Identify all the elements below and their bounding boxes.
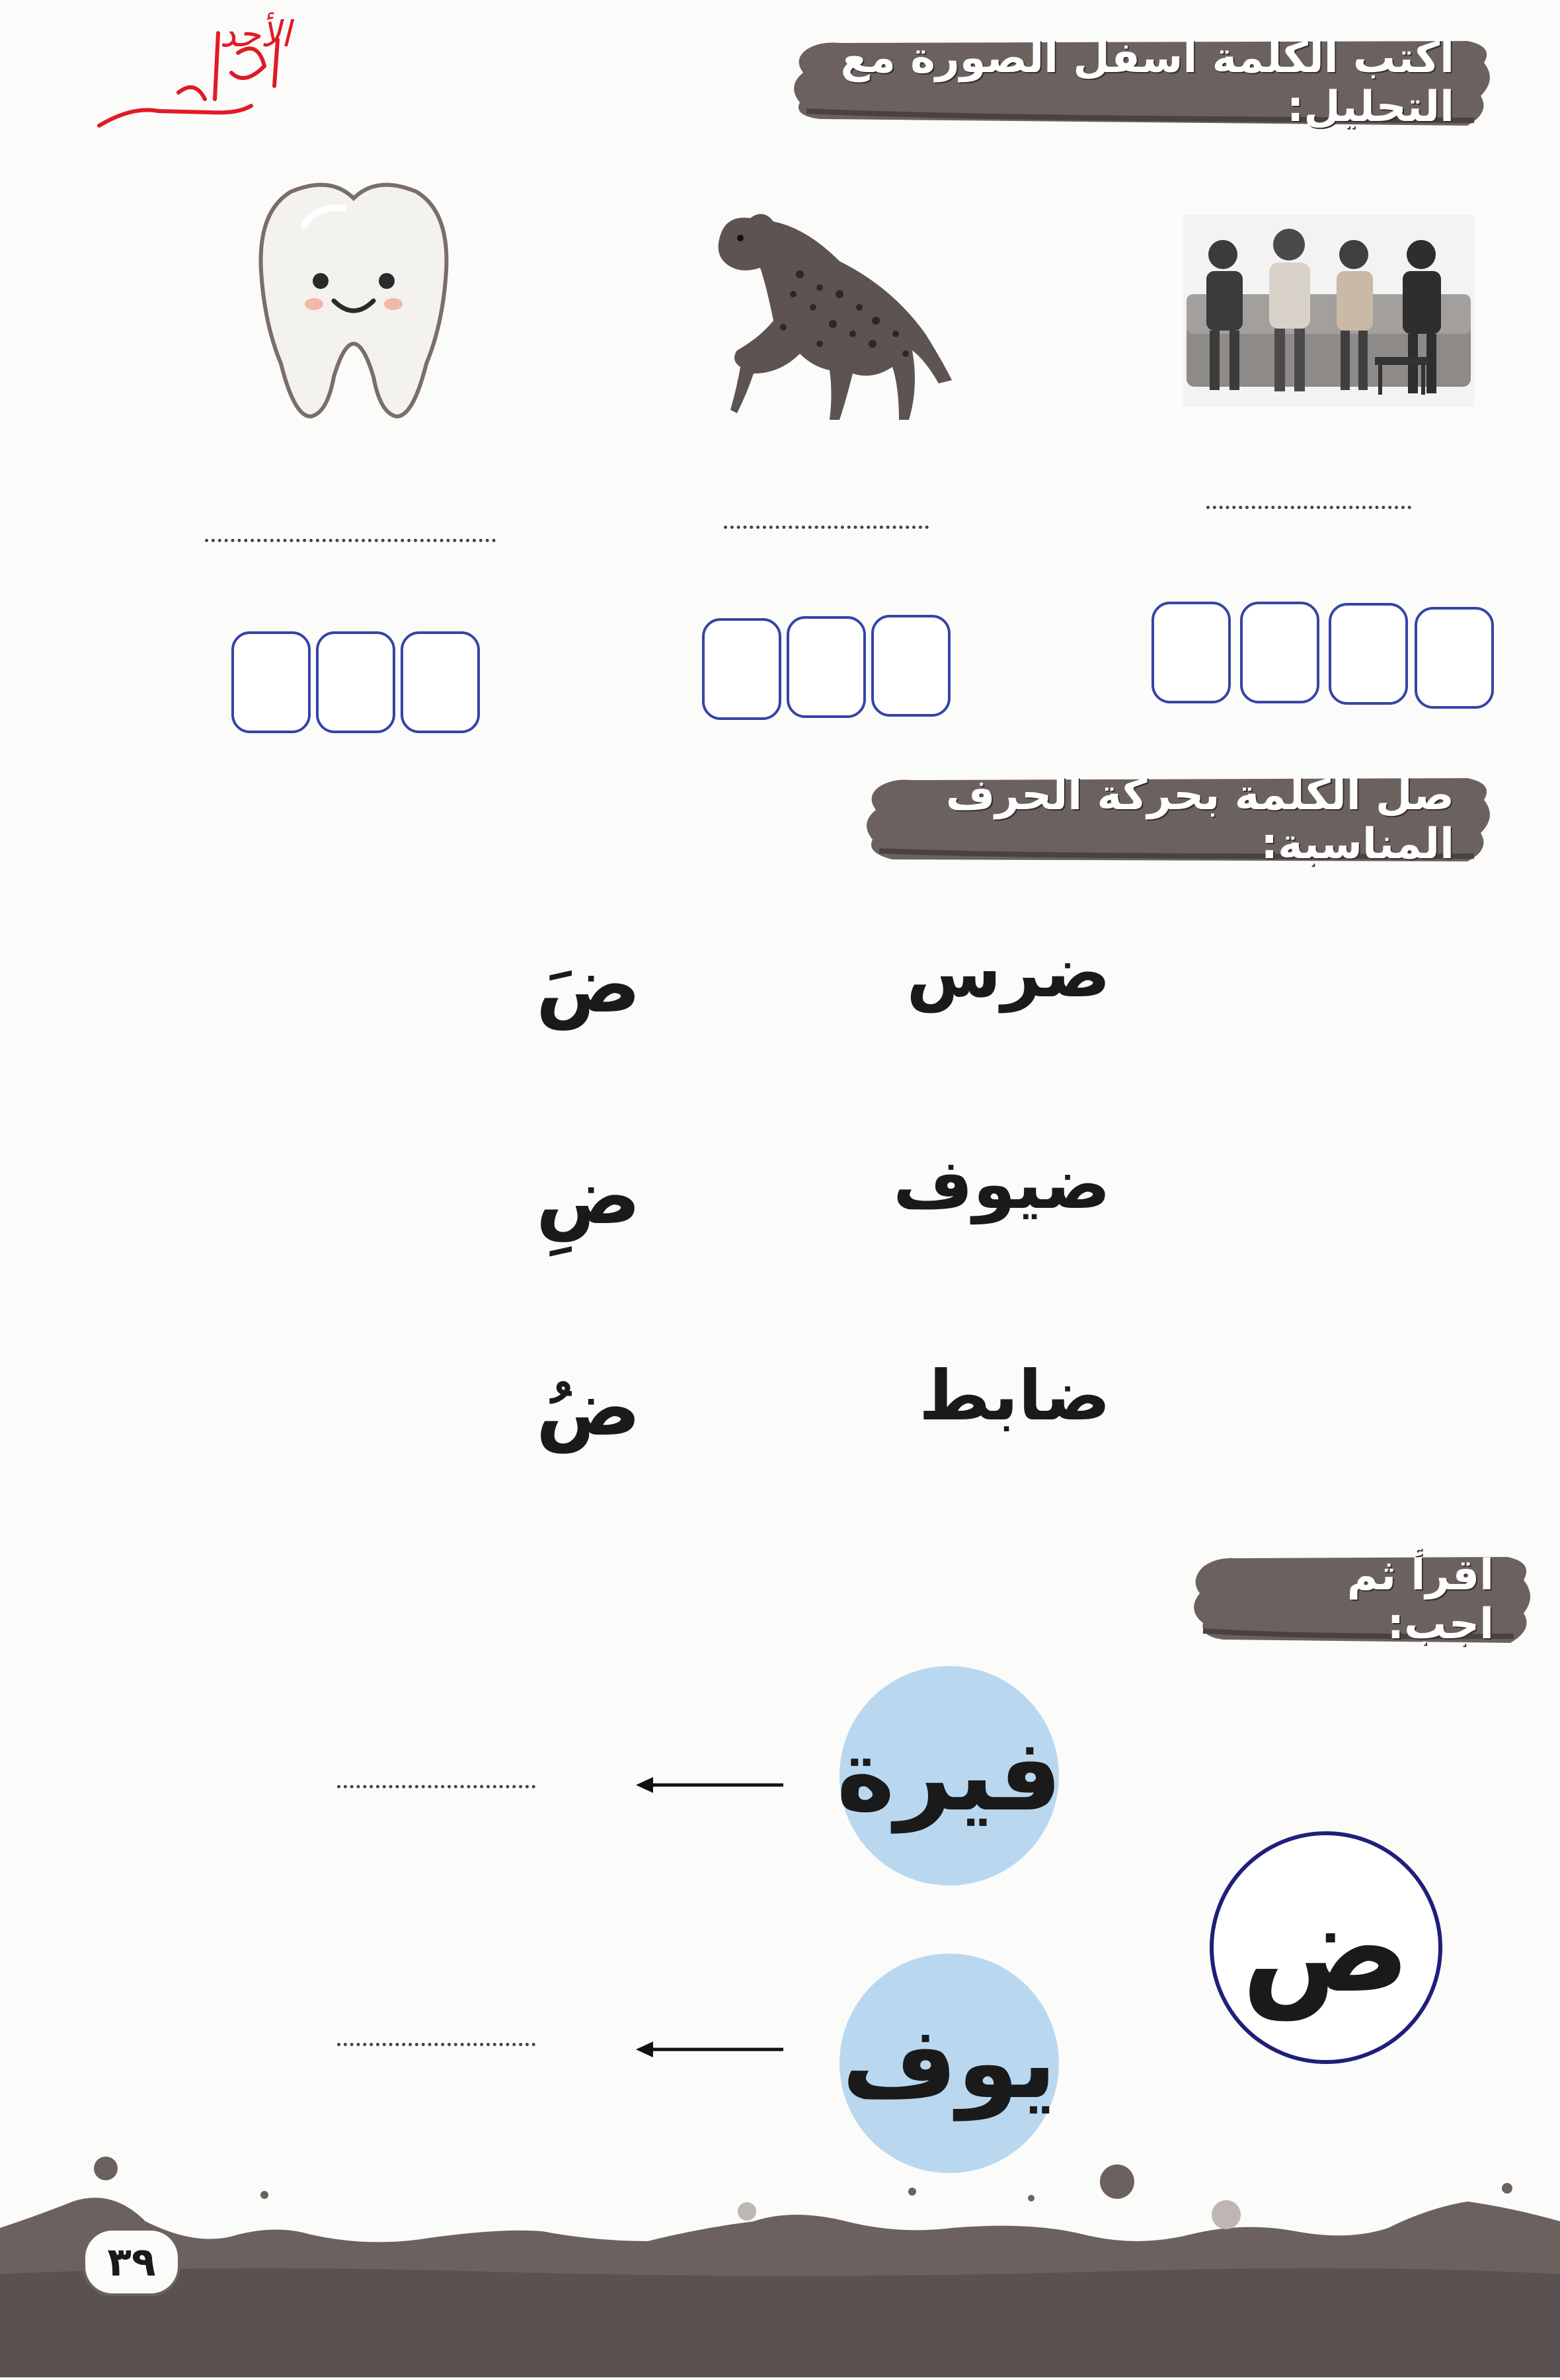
letter-circle [1210, 1831, 1442, 2064]
hyena-icon [701, 202, 958, 436]
tooth-letter-box[interactable] [401, 631, 480, 733]
section2-banner [853, 770, 1501, 869]
hyena-picture [701, 202, 958, 436]
guests-picture [1183, 215, 1474, 407]
guests-letter-box[interactable] [1415, 607, 1494, 709]
answer-line-guests[interactable] [1206, 506, 1411, 509]
main-letter: ض [1241, 1874, 1411, 2020]
fragment-bubble: فيرة [839, 1666, 1059, 1885]
match-word[interactable]: ضابط [919, 1355, 1111, 1436]
people-on-couch-icon [1183, 215, 1474, 407]
answer-line-tooth[interactable] [205, 539, 496, 542]
arrow-left-icon [635, 1775, 787, 1798]
section1-banner [780, 33, 1501, 132]
section2-title: صل الكلمة بحركة الحرف المناسبة: [945, 771, 1454, 869]
answer-line-hyena[interactable] [724, 526, 929, 529]
match-letter[interactable]: ضِ [535, 1150, 641, 1242]
section1-title: اكتب الكلمة اسفل الصورة مع التحليل: [840, 34, 1454, 132]
handwritten-note-text: الأحد [219, 13, 291, 55]
guests-letter-box[interactable] [1329, 603, 1408, 705]
guests-letter-box[interactable] [1240, 602, 1319, 703]
answer-line-word2[interactable] [337, 2043, 535, 2046]
hyena-letter-box[interactable] [702, 618, 781, 720]
match-letter[interactable]: ضَ [535, 939, 641, 1030]
page-number: ٣٩ [107, 2239, 156, 2285]
section3-banner [1183, 1550, 1540, 1649]
tooth-picture [251, 178, 456, 430]
hyena-letter-box[interactable] [871, 615, 951, 717]
match-word[interactable]: ضيوف [893, 1144, 1111, 1224]
page-number-badge [83, 2228, 180, 2296]
answer-line-word1[interactable] [337, 1785, 535, 1788]
tooth-letter-box[interactable] [316, 631, 395, 733]
hyena-letter-box[interactable] [787, 616, 866, 718]
fragment-bubble: يوف [839, 1954, 1059, 2173]
arrow-left-icon [635, 2040, 787, 2062]
handwritten-note [79, 13, 291, 139]
tooth-letter-box[interactable] [231, 631, 311, 733]
section3-title: اقرأ ثم اجب: [1346, 1551, 1494, 1649]
smiling-tooth-icon [251, 178, 456, 430]
match-letter[interactable]: ضُ [535, 1362, 641, 1453]
match-word[interactable]: ضرس [906, 932, 1111, 1013]
footer-decoration [0, 2149, 1560, 2377]
guests-letter-box[interactable] [1151, 602, 1231, 703]
